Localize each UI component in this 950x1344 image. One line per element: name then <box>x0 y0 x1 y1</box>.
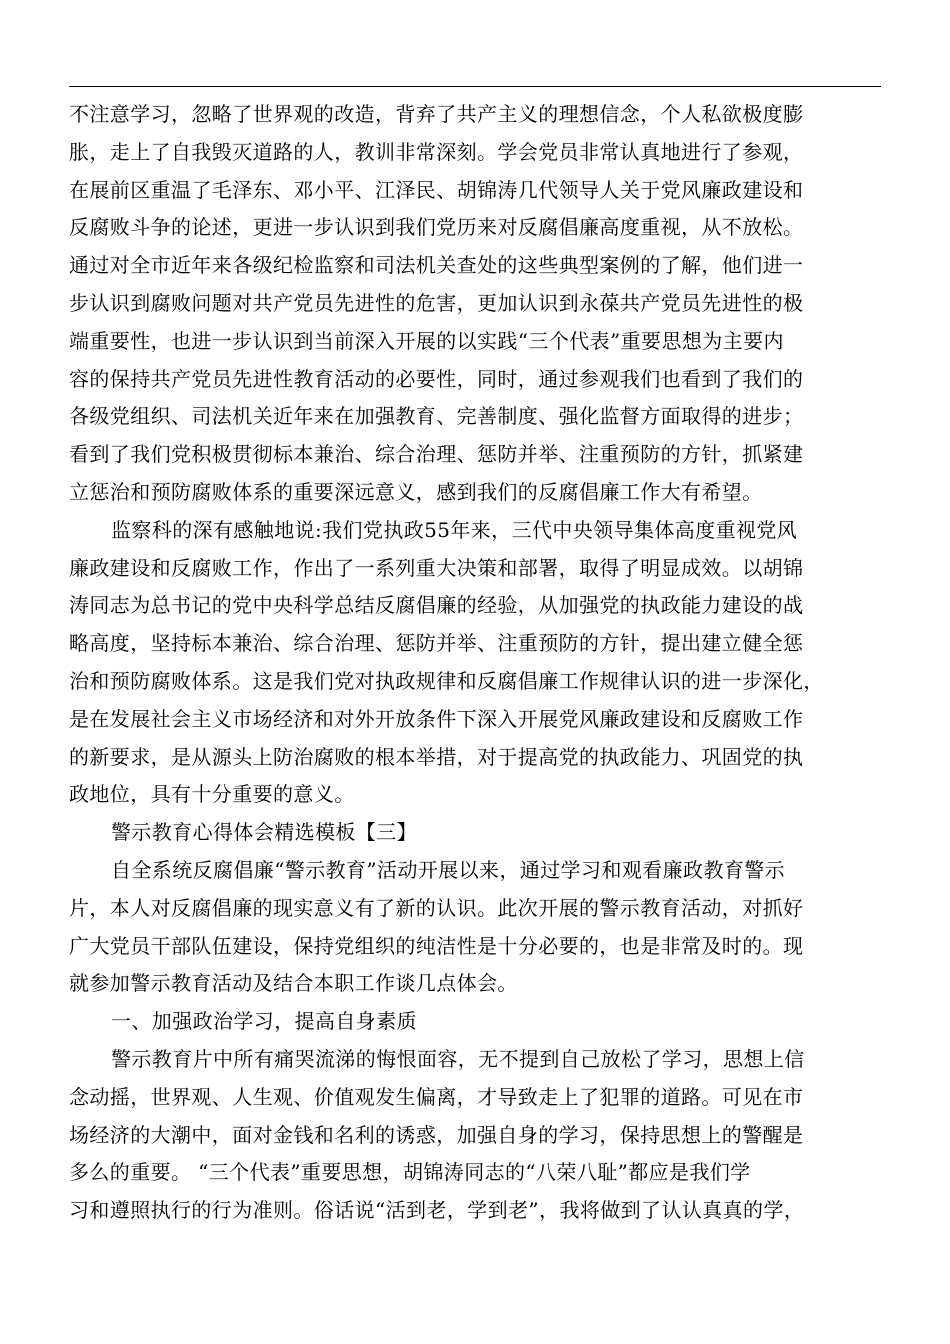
text-line: 广大党员干部队伍建设，保持党组织的纯洁性是十分必要的，也是非常及时的。现 <box>69 933 804 958</box>
text-line: 习和遵照执行的行为准则。俗话说“活到老，学到老”，我将做到了认认真真的学， <box>69 1198 805 1223</box>
text-line: 胀，走上了自我毁灭道路的人，教训非常深刻。学会党员非常认真地进行了参观， <box>69 139 804 164</box>
text-line: 涛同志为总书记的党中央科学总结反腐倡廉的经验，从加强党的执政能力建设的战 <box>69 593 804 618</box>
text-line: 多么的重要。 “三个代表”重要思想，胡锦涛同志的“八荣八耻”都应是我们学 <box>69 1160 751 1185</box>
text-line: 警示教育心得体会精选模板【三】 <box>111 820 417 845</box>
text-line: 各级党组织、司法机关近年来在加强教育、完善制度、强化监督方面取得的进步； <box>69 404 804 429</box>
text-line: 的新要求，是从源头上防治腐败的根本举措，对于提高党的执政能力、巩固党的执 <box>69 744 804 769</box>
text-line: 在展前区重温了毛泽东、邓小平、江泽民、胡锦涛几代领导人关于党风廉政建设和 <box>69 177 804 202</box>
text-line: 端重要性，也进一步认识到当前深入开展的以实践“三个代表”重要思想为主要内 <box>69 328 784 353</box>
text-line: 不注意学习，忽略了世界观的改造，背弃了共产主义的理想信念，个人私欲极度膨 <box>69 102 804 126</box>
document-body <box>69 96 883 1230</box>
text-line: 步认识到腐败问题对共产党员先进性的危害，更加认识到永葆共产党员先进性的极 <box>69 290 804 315</box>
text-line: 政地位，具有十分重要的意义。 <box>69 782 355 807</box>
text-line: 略高度，坚持标本兼治、综合治理、惩防并举、注重预防的方针，提出建立健全惩 <box>69 631 804 656</box>
text-line: 就参加警示教育活动及结合本职工作谈几点体会。 <box>69 971 518 996</box>
header-rule <box>69 86 881 87</box>
text-line: 立惩治和预防腐败体系的重要深远意义，感到我们的反腐倡廉工作大有希望。 <box>69 479 763 504</box>
text-line: 一、加强政治学习，提高自身素质 <box>111 1009 417 1034</box>
text-line: 念动摇，世界观、人生观、价值观发生偏离，才导致走上了犯罪的道路。可见在市 <box>69 1084 804 1109</box>
text-line: 治和预防腐败体系。这是我们党对执政规律和反腐倡廉工作规律认识的进一步深化， <box>69 668 824 693</box>
text-line: 是在发展社会主义市场经济和对外开放条件下深入开展党风廉政建设和反腐败工作 <box>69 706 804 731</box>
text-line: 廉政建设和反腐败工作，作出了一系列重大决策和部署，取得了明显成效。以胡锦 <box>69 555 804 580</box>
text-line: 监察科的深有感触地说:我们党执政55年来，三代中央领导集体高度重视党风 <box>111 517 798 542</box>
text-line: 警示教育片中所有痛哭流涕的悔恨面容，无不提到自己放松了学习，思想上信 <box>111 1046 805 1071</box>
text-line: 场经济的大潮中，面对金钱和名利的诱惑，加强自身的学习，保持思想上的警醒是 <box>69 1122 804 1147</box>
text-line: 自全系统反腐倡廉“警示教育”活动开展以来，通过学习和观看廉政教育警示 <box>111 857 786 882</box>
text-line: 片，本人对反腐倡廉的现实意义有了新的认识。此次开展的警示教育活动，对抓好 <box>69 895 804 920</box>
text-line: 反腐败斗争的论述，更进一步认识到我们党历来对反腐倡廉高度重视，从不放松。 <box>69 215 804 240</box>
text-line: 看到了我们党积极贯彻标本兼治、综合治理、惩防并举、注重预防的方针，抓紧建 <box>69 442 804 467</box>
text-line: 通过对全市近年来各级纪检监察和司法机关查处的这些典型案例的了解，他们进一 <box>69 253 804 278</box>
text-line: 容的保持共产党员先进性教育活动的必要性，同时，通过参观我们也看到了我们的 <box>69 366 804 391</box>
